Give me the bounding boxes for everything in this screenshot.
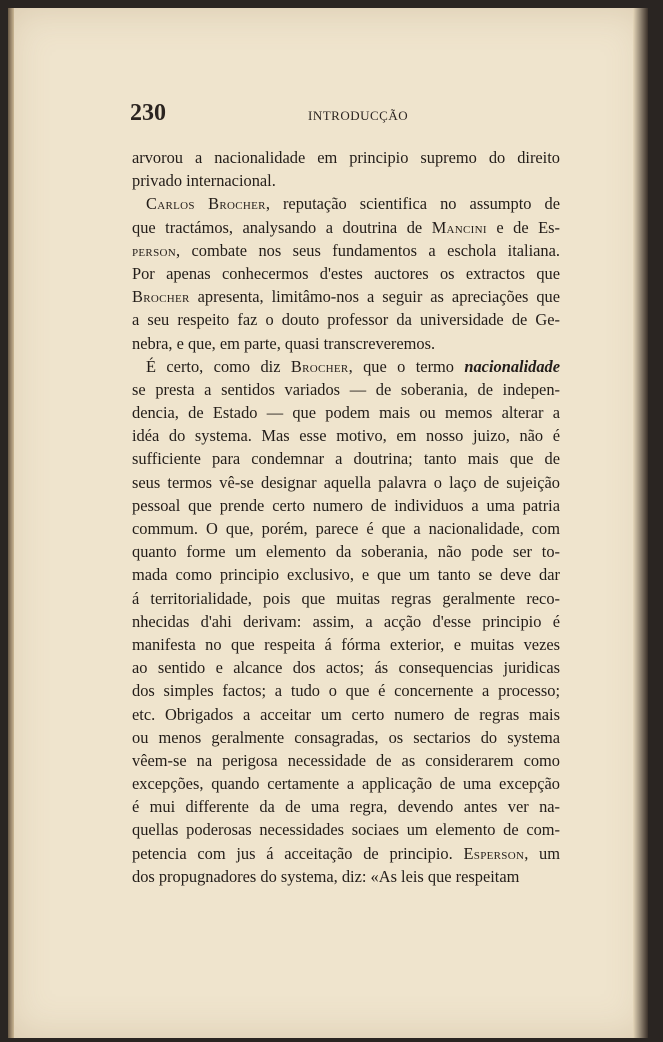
text-segment: se presta a sentidos variados — de soberania, de indepen- (132, 379, 560, 399)
paragraph (132, 355, 560, 888)
text-line (132, 818, 560, 841)
text-line (132, 146, 560, 169)
running-title: INTRODUCÇÃO (308, 108, 409, 123)
text-segment: É certo, como diz (146, 356, 291, 376)
text-line (132, 494, 560, 517)
body-text (132, 146, 560, 888)
text-line (132, 540, 560, 563)
author-name: Mancini (431, 217, 487, 237)
paragraph (132, 192, 560, 354)
text-line (132, 332, 560, 355)
text-segment: , combate nos seus fundamentos a eschola italiana. (175, 240, 560, 260)
text-segment: ao sentido e alcance dos actos; ás consequencias juridicas (132, 658, 560, 678)
text-segment: mada como principio exclusivo, e que um tanto se deve dar (132, 565, 560, 585)
text-segment: seus termos vê-se designar aquella palavra o laço de sujeição (132, 472, 560, 492)
text-segment: petencia com jus á acceitação de principio. (132, 843, 464, 863)
page-edge-shadow (633, 8, 648, 1038)
text-segment: quellas poderosas necessidades sociaes um elemento de com- (132, 820, 560, 840)
text-line (132, 378, 560, 401)
text-segment: dencia, de Estado — que podem mais ou memos alterar a (132, 403, 560, 423)
text-segment: dos propugnadores do systema, diz: «As leis que respeitam (132, 866, 520, 886)
text-line (132, 749, 560, 772)
emphasized-term: nacionalidade (464, 356, 560, 376)
page-gutter-shadow (8, 8, 14, 1038)
text-segment: etc. Obrigados a acceitar um certo numero de regras mais (132, 704, 560, 724)
text-line (132, 471, 560, 494)
author-name: person (132, 240, 176, 260)
text-segment: ou menos geralmente consagradas, os sectarios do systema (132, 727, 560, 747)
page-number: 230 (130, 100, 166, 126)
author-name: Carlos Brocher (146, 194, 266, 214)
text-segment: commum. O que, porém, parece é que a nacionalidade, com (132, 519, 560, 538)
text-line (132, 169, 560, 192)
text-line (132, 262, 560, 285)
text-segment: é mui differente da de uma regra, devendo antes ver na- (132, 797, 560, 817)
text-line (132, 563, 560, 586)
text-line (132, 401, 560, 424)
text-line (132, 842, 560, 865)
text-line (132, 447, 560, 470)
text-segment: á territorialidade, pois que muitas regras geralmente reco- (132, 588, 560, 608)
text-segment: , que o termo (348, 356, 465, 376)
text-segment: , um (524, 843, 560, 863)
author-name: Esperson (463, 843, 525, 863)
text-segment: nhecidas d'ahi derivam: assim, a acção d'esse principio é (132, 611, 560, 631)
text-segment: manifesta no que respeita á fórma exterior, e muitas vezes (132, 634, 560, 654)
author-name: Brocher (290, 356, 349, 376)
book-page (8, 8, 648, 1038)
text-line (132, 192, 560, 215)
text-segment: Por apenas conhecermos d'estes auctores os extractos que (132, 263, 560, 283)
text-line (132, 587, 560, 610)
text-segment: e de Es- (486, 217, 561, 237)
text-segment: arvorou a nacionalidade em principio supremo do direito (132, 148, 560, 167)
text-segment: excepções, quando certamente a applicação de uma excepção (132, 774, 560, 794)
text-line (132, 772, 560, 795)
text-line (132, 424, 560, 447)
text-line (132, 355, 560, 378)
text-segment: , reputação scientifica no assumpto de (265, 194, 561, 214)
text-line (132, 865, 560, 888)
text-segment: privado internacional. (132, 171, 276, 191)
text-segment: apresenta, limitâmo-nos a seguir as apreciações que (189, 287, 560, 307)
text-line (132, 726, 560, 749)
text-line (132, 703, 560, 726)
text-line (132, 633, 560, 656)
text-line (132, 285, 560, 308)
text-segment: pessoal que prende certo numero de individuos a uma patria (132, 495, 560, 515)
text-segment: quanto forme um elemento da soberania, não pode ser to- (132, 542, 560, 562)
text-line (132, 656, 560, 679)
text-segment: nebra, e que, em parte, quasi transcreveremos. (132, 333, 436, 353)
page-header (130, 100, 560, 130)
paragraph (132, 146, 560, 192)
text-line (132, 239, 560, 262)
text-segment: a seu respeito faz o douto professor da universidade de Ge- (132, 310, 560, 330)
text-line (132, 795, 560, 818)
text-segment: sufficiente para condemnar a doutrina; tanto mais que de (132, 449, 560, 469)
text-segment: idéa do systema. Mas esse motivo, em nosso juizo, não é (132, 426, 560, 446)
text-line (132, 517, 560, 540)
author-name: Brocher (132, 287, 190, 307)
text-segment: vêem-se na perigosa necessidade de as considerarem como (132, 750, 560, 770)
text-line (132, 610, 560, 633)
text-segment: dos simples factos; a tudo o que é concernente a processo; (132, 681, 560, 701)
text-line (132, 308, 560, 331)
text-line (132, 679, 560, 702)
text-segment: que tractámos, analysando a doutrina de (132, 217, 432, 237)
text-line (132, 216, 560, 239)
